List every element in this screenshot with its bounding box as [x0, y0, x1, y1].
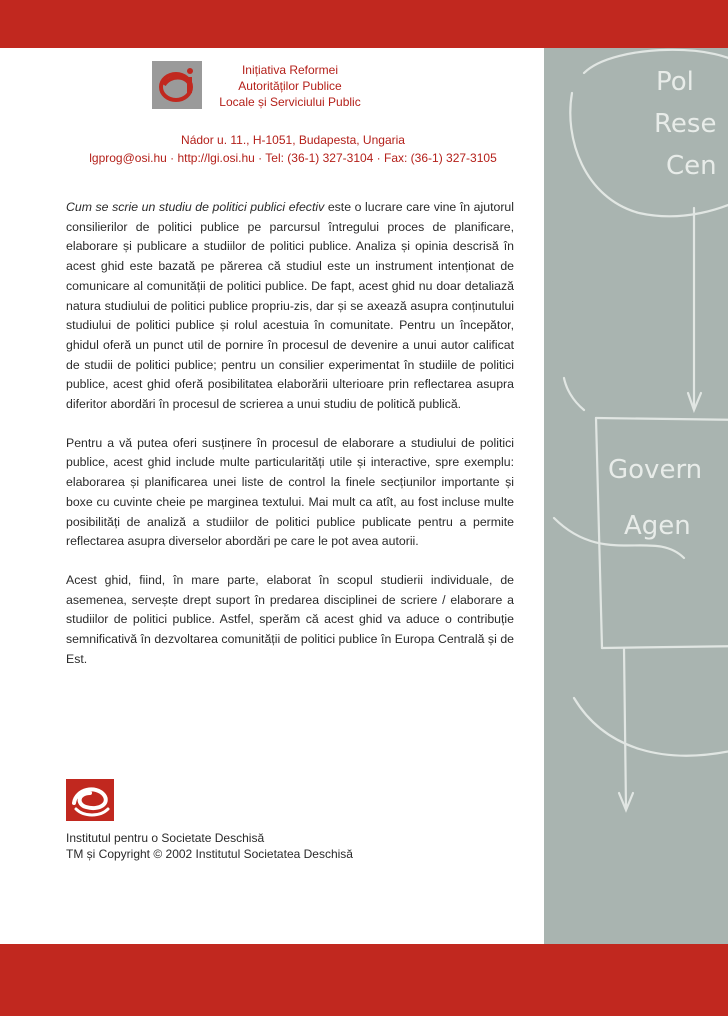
book-title: Cum se scrie un studiu de politici publici efectiv: [66, 200, 325, 214]
org-name-line-2: Autorităților Publice: [238, 79, 342, 93]
contact-block: [62, 131, 524, 167]
description-text: [66, 198, 514, 688]
organization-name: [204, 62, 376, 110]
open-society-icon: [74, 789, 106, 808]
sketch-text-2: Rese: [654, 109, 717, 139]
chalk-sketch-illustration: [544, 48, 728, 944]
institute-name: Institutul pentru o Societate Deschisă: [66, 831, 265, 845]
contact-details: lgprog@osi.hu · http://lgi.osi.hu · Tel: (36-1) 327-3104 · Fax: (36-1) 327-3105: [89, 151, 497, 165]
postal-address: Nádor u. 11., H-1051, Budapesta, Ungaria: [181, 133, 405, 147]
sketch-text-3: Cen: [666, 151, 717, 181]
paragraph-3: Acest ghid, fiind, în mare parte, elaborat în scopul studierii individuale, de asemenea, servește drept suport în predarea disciplinei de scriere / elaborare a studiilor de politici publice. Astfel, sperăm că acest ghid va aduce o contribuție semnificativă în dezvoltarea comunității de politici publice în Europa Centrală și de Est.: [66, 572, 514, 666]
sketch-text-1: Pol: [656, 67, 694, 97]
paragraph-1: [66, 198, 514, 415]
publisher-logo: [66, 779, 114, 821]
org-name-line-3: Locale și Serviciului Public: [219, 95, 361, 109]
side-illustration-panel: [544, 48, 728, 944]
copyright-notice: TM și Copyright © 2002 Institutul Societatea Deschisă: [66, 847, 353, 861]
sketch-text-5: Agen: [624, 511, 691, 541]
paragraph-1-text: este o lucrare care vine în ajutorul consilierilor de politici publice pe parcursul întregului proces de planificare, elaborare și publicare a studiilor de politici publice. Analiza și opinia descrisă în acest ghid este bazată pe părerea că studiul este un instrument intenționat de comunicare al comunității de politici publice. De fapt, acest ghid nu doar detaliază natura studiului de politici publice propriu-zis, dar și se axează asupra conținutului studiului de politici publice și rolul acestuia în comunitate. Pentru un începător, ghidul oferă un punct util de pornire în procesul de devenire a unui autor calificat de studii de politici publice; pentru un consilier experimentat în studiile de politici publice, acest ghid oferă posibilitatea elaborării ulterioare prin reflectarea asupra diferitor abordări în procesul de scrierea a unui studiu de politică publică.: [66, 200, 514, 412]
bottom-red-band: [0, 944, 728, 1016]
paragraph-2: Pentru a vă putea oferi susținere în procesul de elaborare a studiului de politici publice, acest ghid include multe particularități utile și interactive, spre exemplu: elaborarea și planificarea unei liste de control la finele secțiunilor importante și boxe cu cuvinte cheie pe marginea textului. Mai mult ca atît, au fost incluse multe posibilități de analiză a studiilor de politici publice publicate pentru a permite reflectarea asupra diverselor abordări pe care le pot avea autorii.: [66, 435, 514, 549]
sketch-text-4: Govern: [608, 455, 703, 485]
top-red-band: [0, 0, 728, 48]
org-name-line-1: Inițiativa Reformei: [241, 63, 339, 77]
header-logo: [152, 61, 202, 109]
publisher-info: [66, 830, 526, 862]
